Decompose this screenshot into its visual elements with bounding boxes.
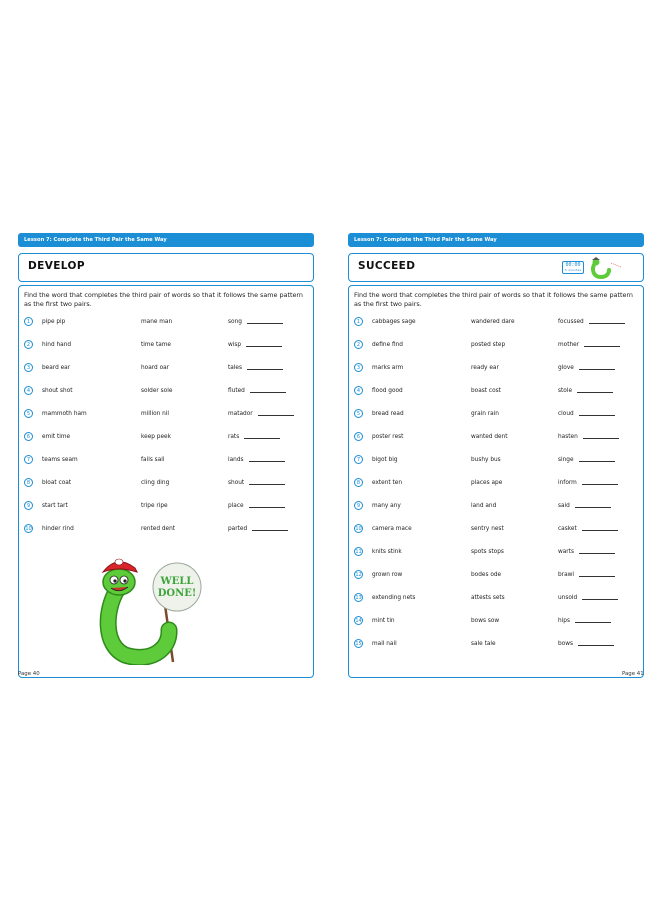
third-word: glove	[558, 365, 574, 371]
question-row	[354, 546, 639, 558]
third-word: song	[228, 319, 242, 325]
timer-icon	[562, 261, 584, 274]
third-pair	[558, 477, 618, 489]
question-row	[354, 477, 639, 489]
second-pair: places ape	[471, 480, 503, 486]
third-word: matador	[228, 411, 253, 417]
third-word: unsold	[558, 595, 578, 601]
second-pair: hoard oar	[141, 365, 170, 371]
third-pair	[228, 408, 294, 420]
first-pair: poster rest	[372, 434, 404, 440]
question-number-icon: 6	[354, 432, 363, 441]
second-pair: ready ear	[471, 365, 499, 371]
section-title: DEVELOP	[28, 260, 85, 272]
second-pair: tripe ripe	[141, 503, 168, 509]
question-row	[354, 408, 639, 420]
answer-blank[interactable]	[575, 616, 611, 623]
question-row	[354, 592, 639, 604]
first-pair: grown row	[372, 572, 403, 578]
question-row	[24, 408, 309, 420]
first-pair: mail nail	[372, 641, 397, 647]
question-row	[354, 385, 639, 397]
answer-blank[interactable]	[582, 524, 618, 531]
second-pair: solder sole	[141, 388, 173, 394]
answer-blank[interactable]	[249, 478, 285, 485]
exercise-panel	[348, 285, 644, 678]
third-pair	[228, 454, 285, 466]
first-pair: hinder rind	[42, 526, 74, 532]
question-number-icon: 3	[354, 363, 363, 372]
question-number-icon: 1	[24, 317, 33, 326]
third-word: hasten	[558, 434, 578, 440]
third-pair	[558, 316, 625, 328]
question-number-icon: 8	[354, 478, 363, 487]
third-word: hips	[558, 618, 570, 624]
second-pair: bushy bus	[471, 457, 501, 463]
third-word: lands	[228, 457, 244, 463]
third-pair	[228, 385, 286, 397]
third-word: fluted	[228, 388, 245, 394]
second-pair: keep peek	[141, 434, 171, 440]
third-pair	[558, 385, 613, 397]
question-row	[354, 615, 639, 627]
answer-blank[interactable]	[249, 455, 285, 462]
question-number-icon: 14	[355, 618, 362, 624]
question-row	[354, 454, 639, 466]
question-number-icon: 6	[24, 432, 33, 441]
first-pair: hind hand	[42, 342, 72, 348]
third-word: brawl	[558, 572, 574, 578]
question-number-icon: 9	[354, 501, 363, 510]
third-word: inform	[558, 480, 577, 486]
third-pair	[228, 316, 283, 328]
question-row	[354, 316, 639, 328]
question-row	[24, 339, 309, 351]
lesson-header: Lesson 7: Complete the Third Pair the Same Way	[348, 233, 644, 247]
second-pair: bows sow	[471, 618, 500, 624]
timer-label: 5 minutes	[564, 268, 582, 272]
second-pair: land and	[471, 503, 497, 509]
second-pair: rented dent	[141, 526, 176, 532]
answer-blank[interactable]	[244, 432, 280, 439]
answer-blank[interactable]	[249, 501, 285, 508]
question-number-icon: 1	[354, 317, 363, 326]
third-word: parted	[228, 526, 248, 532]
third-word: focussed	[558, 319, 584, 325]
sign-text-done: DONE!	[157, 588, 197, 599]
sign-text-well: WELL	[160, 576, 194, 587]
question-number-icon: 8	[24, 478, 33, 487]
third-pair	[558, 523, 618, 535]
answer-blank[interactable]	[582, 478, 618, 485]
answer-blank[interactable]	[583, 432, 619, 439]
question-number-icon: 2	[24, 340, 33, 349]
third-word: said	[558, 503, 570, 509]
third-pair	[228, 431, 280, 443]
question-number-icon: 5	[24, 409, 33, 418]
first-pair: bigot big	[372, 457, 398, 463]
first-pair: many any	[372, 503, 401, 509]
section-title-box	[348, 253, 644, 282]
question-number-icon: 13	[355, 595, 362, 601]
question-row	[24, 385, 309, 397]
third-pair	[558, 500, 611, 512]
first-pair: start tart	[42, 503, 68, 509]
third-pair	[228, 362, 283, 374]
third-pair	[228, 339, 282, 351]
third-pair	[558, 546, 615, 558]
answer-blank[interactable]	[247, 363, 283, 370]
question-row	[24, 500, 309, 512]
second-pair: mane man	[141, 319, 173, 325]
question-row	[354, 638, 639, 650]
second-pair: attests sets	[471, 595, 505, 601]
answer-blank[interactable]	[247, 317, 283, 324]
first-pair: knits stink	[372, 549, 402, 555]
second-pair: million nil	[141, 411, 170, 417]
third-word: stole	[558, 388, 573, 394]
third-pair	[228, 523, 288, 535]
answer-blank[interactable]	[579, 409, 615, 416]
third-word: cloud	[558, 411, 574, 417]
third-word: mother	[558, 342, 580, 348]
third-word: place	[228, 503, 244, 509]
answer-blank[interactable]	[250, 386, 286, 393]
third-pair	[558, 431, 619, 443]
page-number-left: Page 40	[18, 671, 40, 677]
first-pair: define find	[372, 342, 403, 348]
second-pair: fails sail	[141, 457, 165, 463]
third-pair	[558, 638, 614, 650]
question-row	[354, 500, 639, 512]
page-number-right: Page 41	[622, 671, 644, 677]
second-pair: time tame	[141, 342, 171, 348]
worm-mascot-illustration	[95, 550, 205, 665]
first-pair: emit time	[42, 434, 71, 440]
answer-blank[interactable]	[258, 409, 294, 416]
lesson-header: Lesson 7: Complete the Third Pair the Same Way	[18, 233, 314, 247]
section-title-box	[18, 253, 314, 282]
third-pair	[558, 615, 611, 627]
second-pair: wanted dent	[471, 434, 508, 440]
first-pair: mammoth ham	[42, 411, 87, 417]
first-pair: pipe pip	[42, 319, 66, 325]
third-word: shout	[228, 480, 245, 486]
answer-blank[interactable]	[579, 570, 615, 577]
question-number-icon: 15	[355, 641, 362, 647]
second-pair: sale tale	[471, 641, 496, 647]
question-number-icon: 4	[24, 386, 33, 395]
question-row	[24, 316, 309, 328]
question-row	[24, 477, 309, 489]
instructions: Find the word that completes the third pair of words so that it follows the same pattern as the first two pairs.	[24, 291, 303, 308]
second-pair: boast cost	[471, 388, 501, 394]
question-row	[24, 523, 309, 535]
first-pair: camera mace	[372, 526, 412, 532]
question-row	[354, 431, 639, 443]
first-pair: bloat coat	[42, 480, 72, 486]
third-word: bows	[558, 641, 573, 647]
answer-blank[interactable]	[582, 593, 618, 600]
second-pair: spots stops	[471, 549, 504, 555]
first-pair: flood good	[372, 388, 403, 394]
third-word: singe	[558, 457, 574, 463]
question-number-icon: 11	[355, 549, 362, 555]
third-pair	[558, 592, 618, 604]
third-pair	[558, 569, 615, 581]
second-pair: wandered dare	[471, 319, 515, 325]
answer-blank[interactable]	[589, 317, 625, 324]
question-row	[354, 339, 639, 351]
answer-blank[interactable]	[584, 340, 620, 347]
third-word: casket	[558, 526, 577, 532]
question-number-icon: 7	[24, 455, 33, 464]
answer-blank[interactable]	[252, 524, 288, 531]
third-word: wisp	[228, 342, 242, 348]
first-pair: cabbages sage	[372, 319, 416, 325]
first-pair: beard ear	[42, 365, 71, 371]
third-word: tales	[228, 365, 243, 371]
third-word: warts	[558, 549, 574, 555]
first-pair: extent ten	[372, 480, 403, 486]
question-number-icon: 10	[25, 526, 32, 532]
third-pair	[558, 408, 615, 420]
question-number-icon: 12	[355, 572, 362, 578]
third-pair	[558, 454, 615, 466]
answer-blank[interactable]	[246, 340, 282, 347]
third-pair	[228, 500, 285, 512]
second-pair: grain rain	[471, 411, 499, 417]
answer-blank[interactable]	[579, 455, 615, 462]
question-number-icon: 5	[354, 409, 363, 418]
question-number-icon: 9	[24, 501, 33, 510]
answer-blank[interactable]	[579, 547, 615, 554]
first-pair: teams seam	[42, 457, 78, 463]
timer-value: 00:00	[565, 262, 581, 268]
section-title: SUCCEED	[358, 260, 416, 272]
third-pair	[228, 477, 285, 489]
third-word: rats	[228, 434, 240, 440]
question-row	[24, 431, 309, 443]
question-row	[354, 362, 639, 374]
answer-blank[interactable]	[577, 386, 613, 393]
answer-blank[interactable]	[578, 639, 614, 646]
first-pair: extending nets	[372, 595, 416, 601]
first-pair: shout shot	[42, 388, 73, 394]
second-pair: sentry nest	[471, 526, 504, 532]
sign-board	[153, 563, 201, 611]
mini-worm-icon	[587, 257, 623, 279]
third-pair	[558, 339, 620, 351]
second-pair: bodes ode	[471, 572, 502, 578]
first-pair: mint tin	[372, 618, 395, 624]
second-pair: posted step	[471, 342, 506, 348]
question-number-icon: 10	[355, 526, 362, 532]
question-number-icon: 2	[354, 340, 363, 349]
question-row	[354, 569, 639, 581]
third-pair	[558, 362, 615, 374]
right-page	[348, 233, 644, 678]
question-row	[24, 454, 309, 466]
question-number-icon: 7	[354, 455, 363, 464]
answer-blank[interactable]	[575, 501, 611, 508]
second-pair: cling ding	[141, 480, 170, 486]
question-number-icon: 3	[24, 363, 33, 372]
question-row	[24, 362, 309, 374]
question-number-icon: 4	[354, 386, 363, 395]
first-pair: marks arm	[372, 365, 404, 371]
first-pair: bread read	[372, 411, 404, 417]
question-row	[354, 523, 639, 535]
answer-blank[interactable]	[579, 363, 615, 370]
instructions: Find the word that completes the third pair of words so that it follows the same pattern as the first two pairs.	[354, 291, 633, 308]
